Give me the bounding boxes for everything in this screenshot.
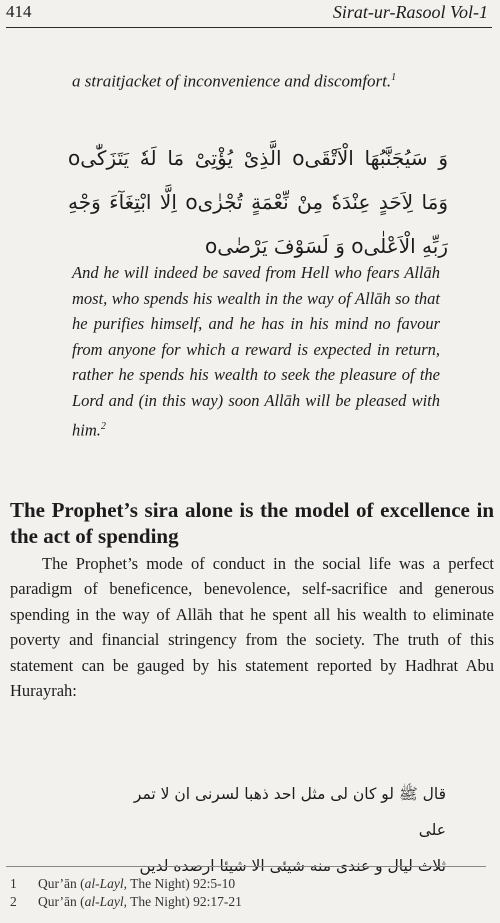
footnote: [10, 875, 242, 893]
quote-intro-text: a straitjacket of inconvenience and discomfort.: [72, 71, 392, 91]
running-title: Sirat-ur-Rasool Vol-1: [332, 2, 488, 22]
verse-translation: [72, 260, 440, 443]
footnote-rule: [6, 866, 486, 867]
footnote-text: [38, 875, 235, 893]
footnote-suffix: , The Night) 92:17-21: [123, 894, 242, 909]
footnote-ref-1: 1: [391, 72, 397, 83]
section-heading: The Prophet’s sira alone is the model of excellence in the act of spending: [10, 498, 494, 548]
footnote-ref-2: 2: [100, 420, 106, 432]
footnote-prefix: Qur’ān (: [38, 894, 85, 909]
quote-intro: [72, 66, 440, 94]
body-paragraph: The Prophet’s mode of conduct in the social life was a perfect paradigm of beneficence, benevolence, self-sacrifice and generous spending in the way of Allāh that he spent all his wealth to eliminate poverty and financial stringency from the society. The truth of this statement can be gauged by his statement reported by Hadhrat Abu Hurayrah:: [10, 554, 494, 701]
hadith-line-2: ثلاث ليال و عندى منه شيئى الا شيئا ارصده لدين: [139, 857, 446, 875]
header-rule: [6, 27, 492, 28]
footnote-prefix: Qur’ān (: [38, 876, 85, 891]
footnote-source: al-Layl: [84, 876, 124, 891]
page-header: [0, 0, 500, 36]
translation-text: And he will indeed be saved from Hell who fears Allāh most, who spends his wealth in the way of Allāh so that he purifies himself, and he has in his mind no favour from anyone for which a reward is expected in return, rather he spends his wealth to seek the pleasure of the Lord and (in this way) soon Allāh will be pleased with him.: [72, 263, 440, 440]
footnote: [10, 893, 242, 911]
arabic-verse: وَ سَيُجَنَّبُهَا الْاَتْقَىo الَّذِىْ يُؤْتِىْ مَا لَهٗ يَتَزَكّٰىo وَمَا لِاَحَدٍ عِنْدَهٗ مِنْ نِّعْمَةٍ تُجْزٰىo اِلَّا ابْتِغَآءَ وَجْهِ رَبِّهِ الْاَعْلٰىo وَ لَسَوْفَ يَرْضٰىo: [68, 146, 448, 258]
hadith-line-1: قال ﷺ لو كان لى مثل احد ذهبا لسرنى ان لا تمر على: [133, 785, 446, 839]
footnote-text: [38, 893, 242, 911]
arabic-hadith: [130, 776, 446, 884]
footnotes: [10, 875, 242, 911]
footnote-source: al-Layl: [84, 894, 124, 909]
page-number: 414: [6, 2, 32, 21]
footnote-number: 2: [10, 894, 17, 909]
footnote-suffix: , The Night) 92:5-10: [123, 876, 236, 891]
footnote-number: 1: [10, 876, 17, 891]
